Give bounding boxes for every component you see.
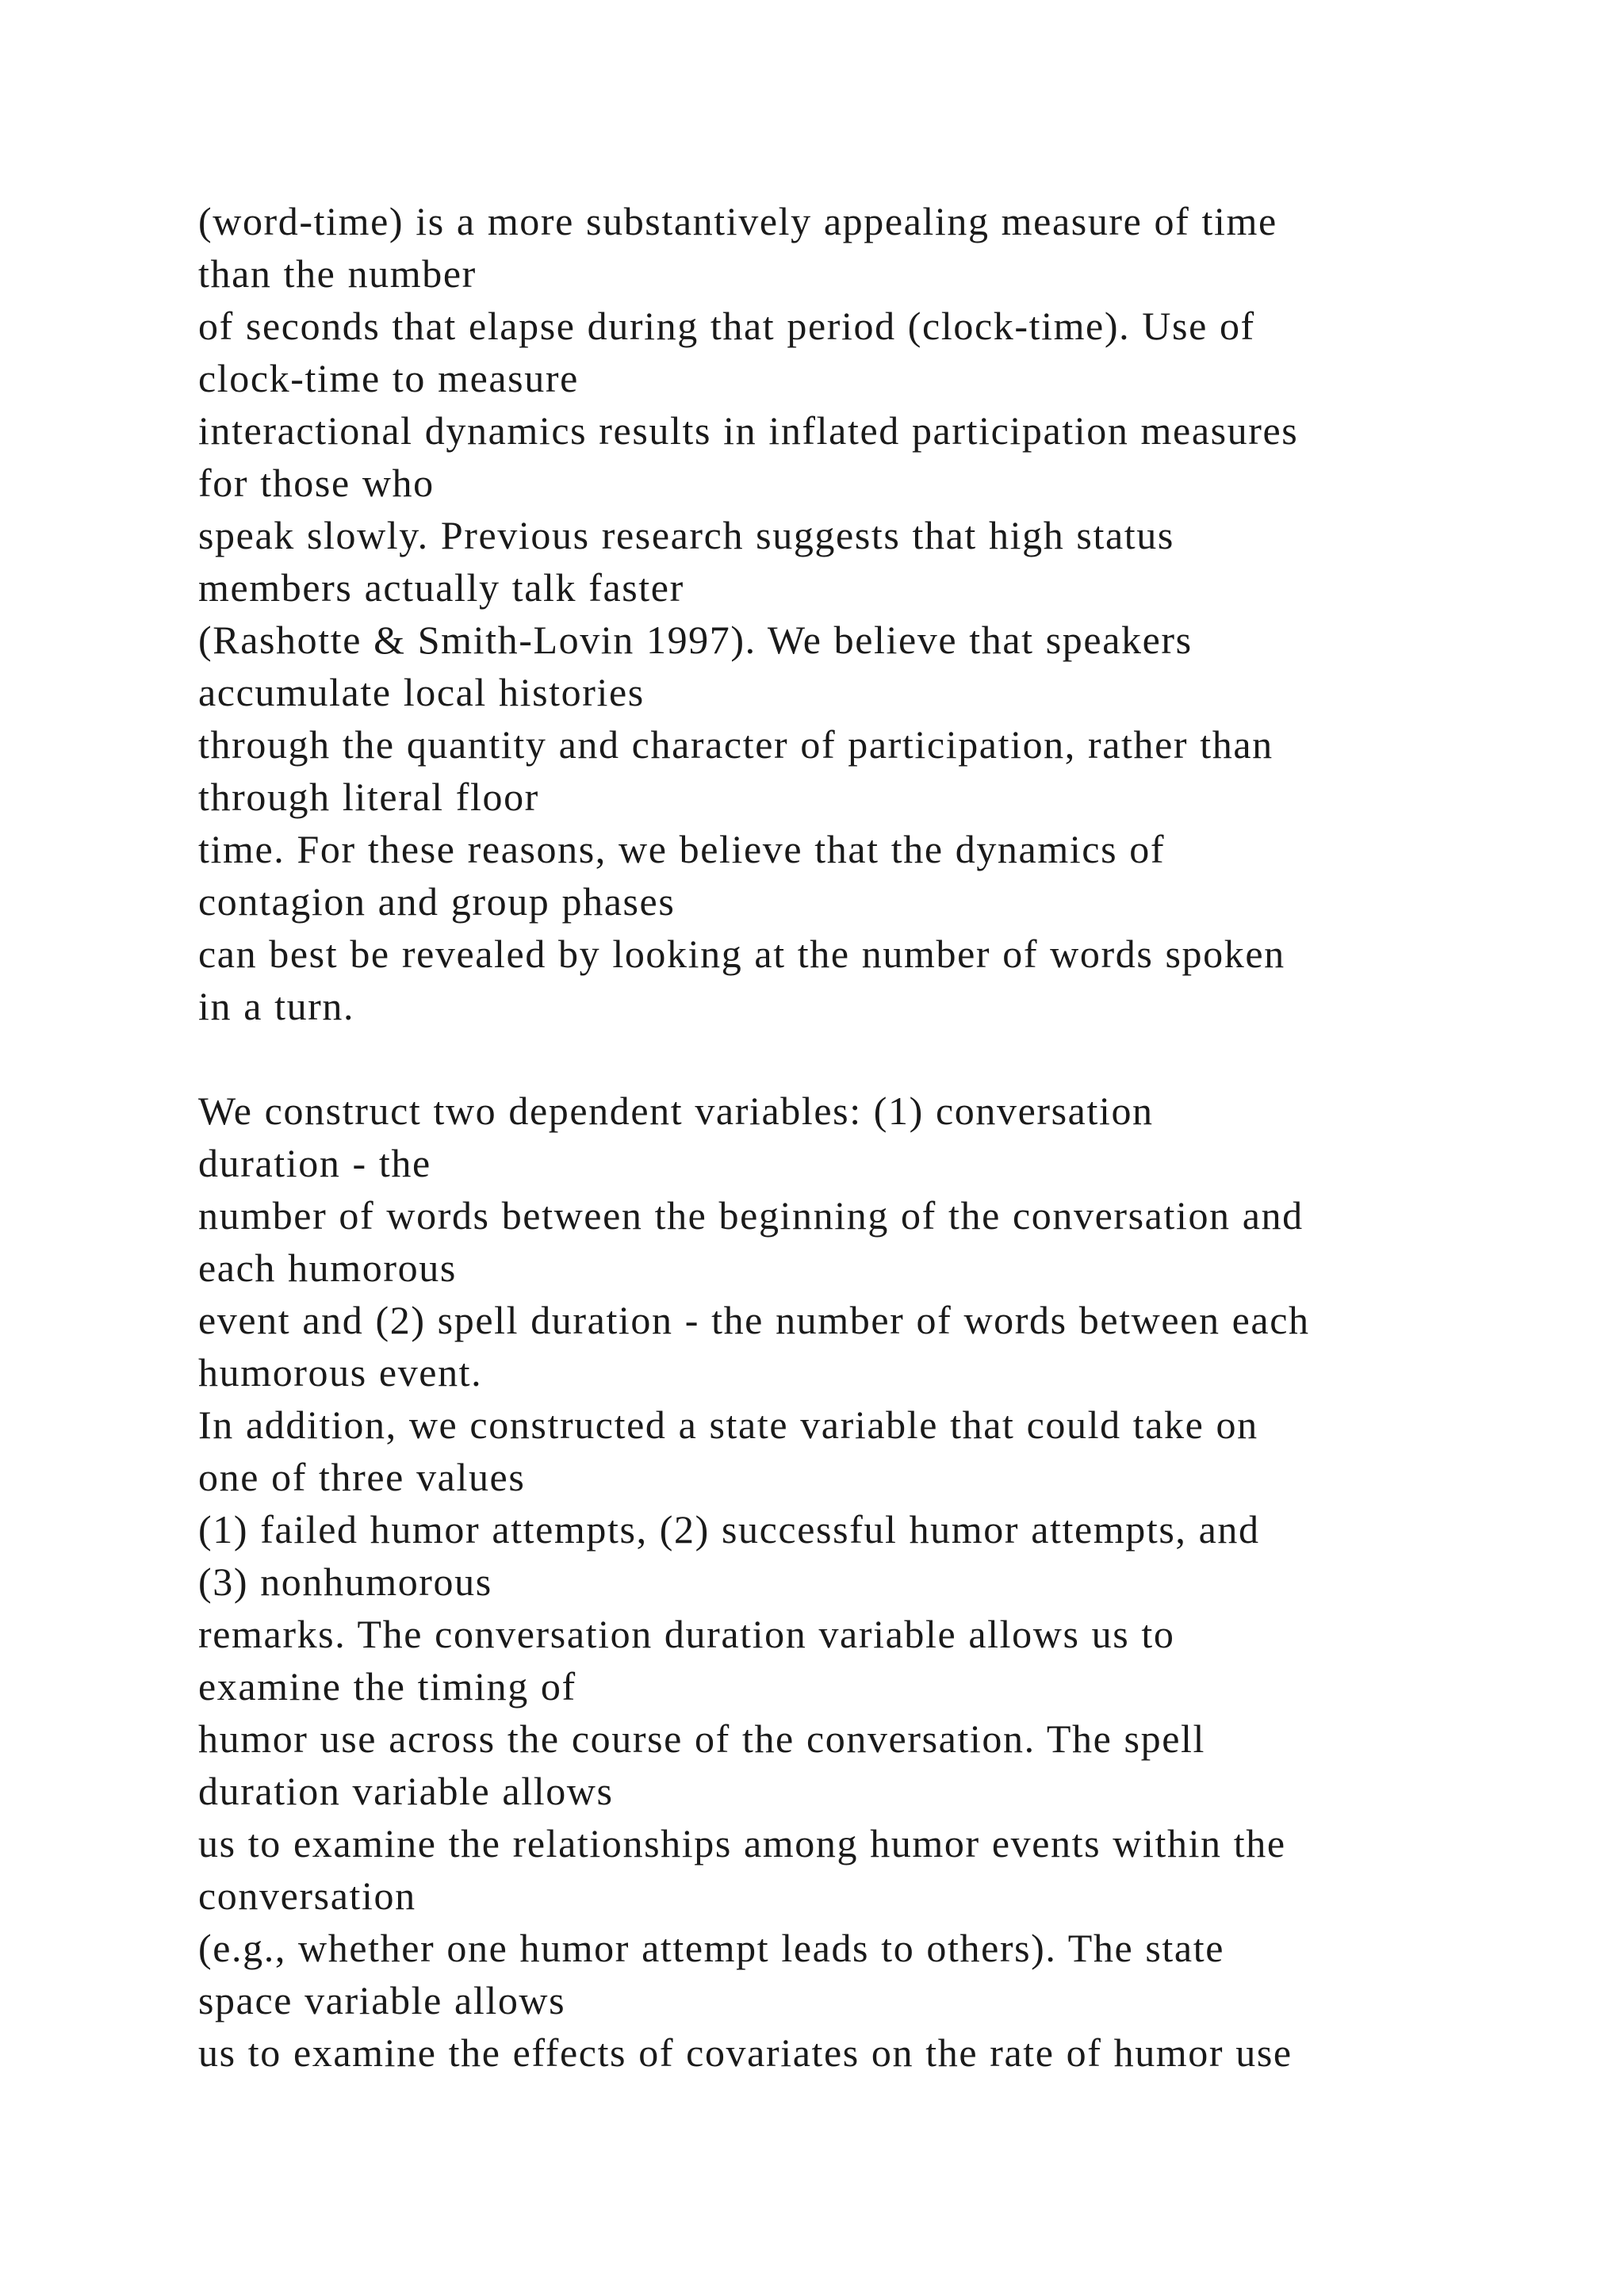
text-line: through the quantity and character of participation, rather than xyxy=(198,722,1274,767)
text-line: humor use across the course of the conversation. The spell xyxy=(198,1716,1205,1761)
text-line: clock-time to measure xyxy=(198,356,579,400)
text-line: (3) nonhumorous xyxy=(198,1559,492,1604)
text-line: (Rashotte & Smith-Lovin 1997). We believe that speakers xyxy=(198,618,1193,662)
text-line: remarks. The conversation duration variable allows us to xyxy=(198,1612,1175,1656)
text-line: one of three values xyxy=(198,1455,526,1499)
text-line: us to examine the effects of covariates on the rate of humor use xyxy=(198,2030,1293,2075)
text-line: speak slowly. Previous research suggests that high status xyxy=(198,513,1174,557)
text-line: can best be revealed by looking at the number of words spoken xyxy=(198,932,1285,976)
text-line: number of words between the beginning of the conversation and xyxy=(198,1193,1304,1238)
text-line: accumulate local histories xyxy=(198,670,645,714)
text-line: members actually talk faster xyxy=(198,565,684,610)
text-line: event and (2) spell duration - the number of words between each xyxy=(198,1298,1310,1342)
text-line: In addition, we constructed a state variable that could take on xyxy=(198,1402,1258,1447)
text-line: for those who xyxy=(198,461,435,505)
text-line: humorous event. xyxy=(198,1350,483,1395)
text-line: (1) failed humor attempts, (2) successful humor attempts, and xyxy=(198,1507,1260,1552)
paragraph-2 xyxy=(198,1085,1530,2079)
text-line: in a turn. xyxy=(198,984,355,1028)
text-line: each humorous xyxy=(198,1246,457,1290)
text-line: contagion and group phases xyxy=(198,879,676,924)
text-line: (word-time) is a more substantively appealing measure of time xyxy=(198,199,1277,243)
text-line: through literal floor xyxy=(198,775,539,819)
text-line: duration variable allows xyxy=(198,1769,614,1813)
paragraph-gap xyxy=(198,1032,1530,1085)
text-line: than the number xyxy=(198,251,477,296)
text-line: space variable allows xyxy=(198,1978,566,2022)
document-body xyxy=(198,195,1530,2079)
text-line: of seconds that elapse during that period (clock-time). Use of xyxy=(198,304,1255,348)
text-line: examine the timing of xyxy=(198,1664,576,1709)
text-line: conversation xyxy=(198,1873,416,1918)
paragraph-1 xyxy=(198,195,1530,1032)
text-line: interactional dynamics results in inflated participation measures xyxy=(198,408,1299,453)
text-line: We construct two dependent variables: (1) conversation xyxy=(198,1089,1154,1133)
text-line: duration - the xyxy=(198,1141,431,1185)
text-line: (e.g., whether one humor attempt leads to others). The state xyxy=(198,1926,1224,1970)
text-line: us to examine the relationships among humor events within the xyxy=(198,1821,1286,1866)
text-line: time. For these reasons, we believe that the dynamics of xyxy=(198,827,1166,871)
